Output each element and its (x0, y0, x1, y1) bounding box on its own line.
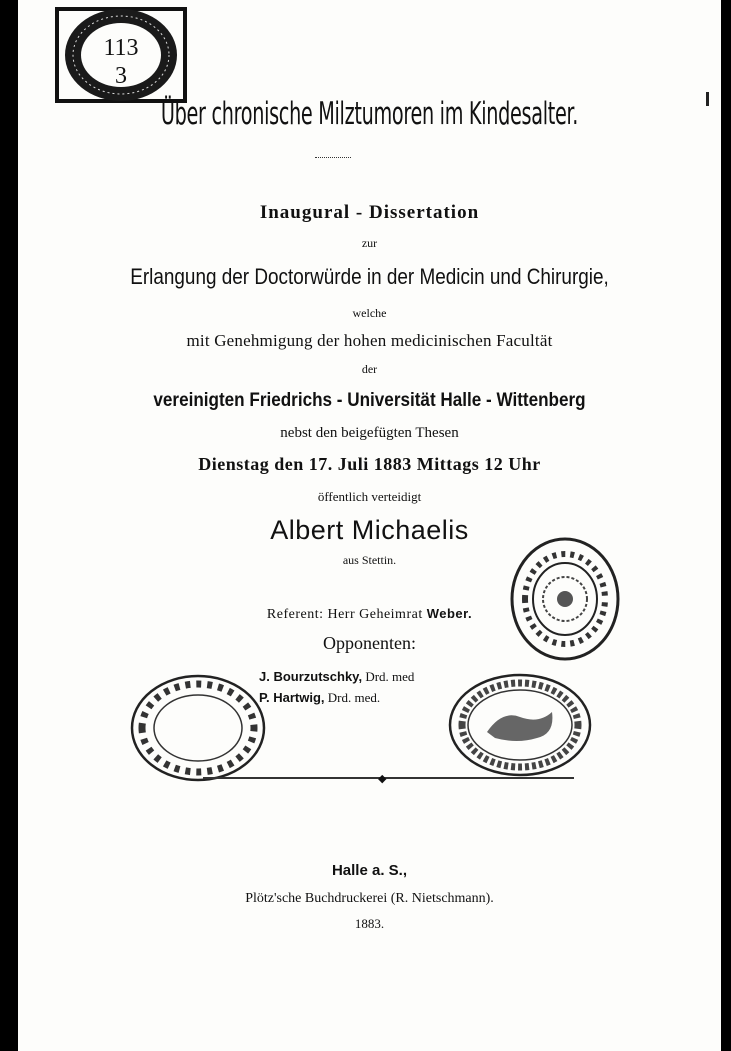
printer-line: Plötz'sche Buchdruckerei (R. Nietschmann). (245, 891, 494, 906)
scan-border-right (721, 0, 731, 1051)
welche-text: welche (352, 306, 387, 320)
publication-place: Halle a. S., (331, 862, 408, 879)
university-line: vereinigten Friedrichs - Universität Halle - Wittenberg (153, 390, 586, 411)
opponent-2-name: P. Hartwig, (259, 690, 325, 705)
catalog-subnumber: 3 (115, 63, 127, 89)
der-text: der (361, 362, 378, 376)
title-page (18, 0, 721, 1051)
opponent-1-name: J. Bourzutschky, (259, 669, 363, 684)
referent-label: Referent: (266, 607, 324, 622)
divider-ornament: ◆ (378, 773, 387, 785)
margin-mark (706, 92, 709, 106)
biblioteca-medica-roma-stamp (509, 536, 621, 662)
title: Über chronische Milztumoren im Kindesalter. (160, 96, 579, 132)
dissertation-heading: Inaugural - Dissertation (259, 202, 480, 223)
opponent-2-title: Drd. med. (327, 690, 381, 705)
author-name: Albert Michaelis (270, 515, 469, 545)
catalog-stamp (55, 7, 187, 103)
publication-year: 1883. (354, 916, 385, 931)
zur-text: zur (361, 236, 378, 250)
opponent-2 (259, 690, 380, 706)
author-origin: aus Stettin. (342, 553, 397, 567)
scan-border-left (0, 0, 18, 1051)
opponent-1-title: Drd. med (365, 669, 415, 684)
catalog-number: 113 (103, 35, 139, 61)
faculty-line: mit Genehmigung der hohen medicinischen Facultät (186, 331, 553, 350)
degree-line: Erlangung der Doctorwürde in der Medicin und Chirurgie, (130, 264, 609, 289)
referent-name: Herr Geheimrat (327, 607, 423, 622)
theses-line: nebst den beigefügten Thesen (280, 425, 459, 441)
stamp-ring-graphic (509, 536, 621, 662)
opponents-heading: Opponenten: (323, 633, 416, 653)
referent-surname: Weber. (426, 606, 473, 621)
short-divider (315, 157, 351, 158)
opponent-1 (259, 669, 414, 685)
defended-line: öffentlich verteidigt (317, 489, 422, 504)
date-line: Dienstag den 17. Juli 1883 Mittags 12 Uhr (198, 454, 541, 474)
stamp-oval-graphic (447, 672, 593, 778)
ornamental-divider (203, 773, 574, 785)
biblioteca-oval-stamp (447, 672, 593, 778)
stamp-ring-graphic (128, 672, 268, 785)
accademia-medica-roma-stamp (128, 672, 268, 785)
